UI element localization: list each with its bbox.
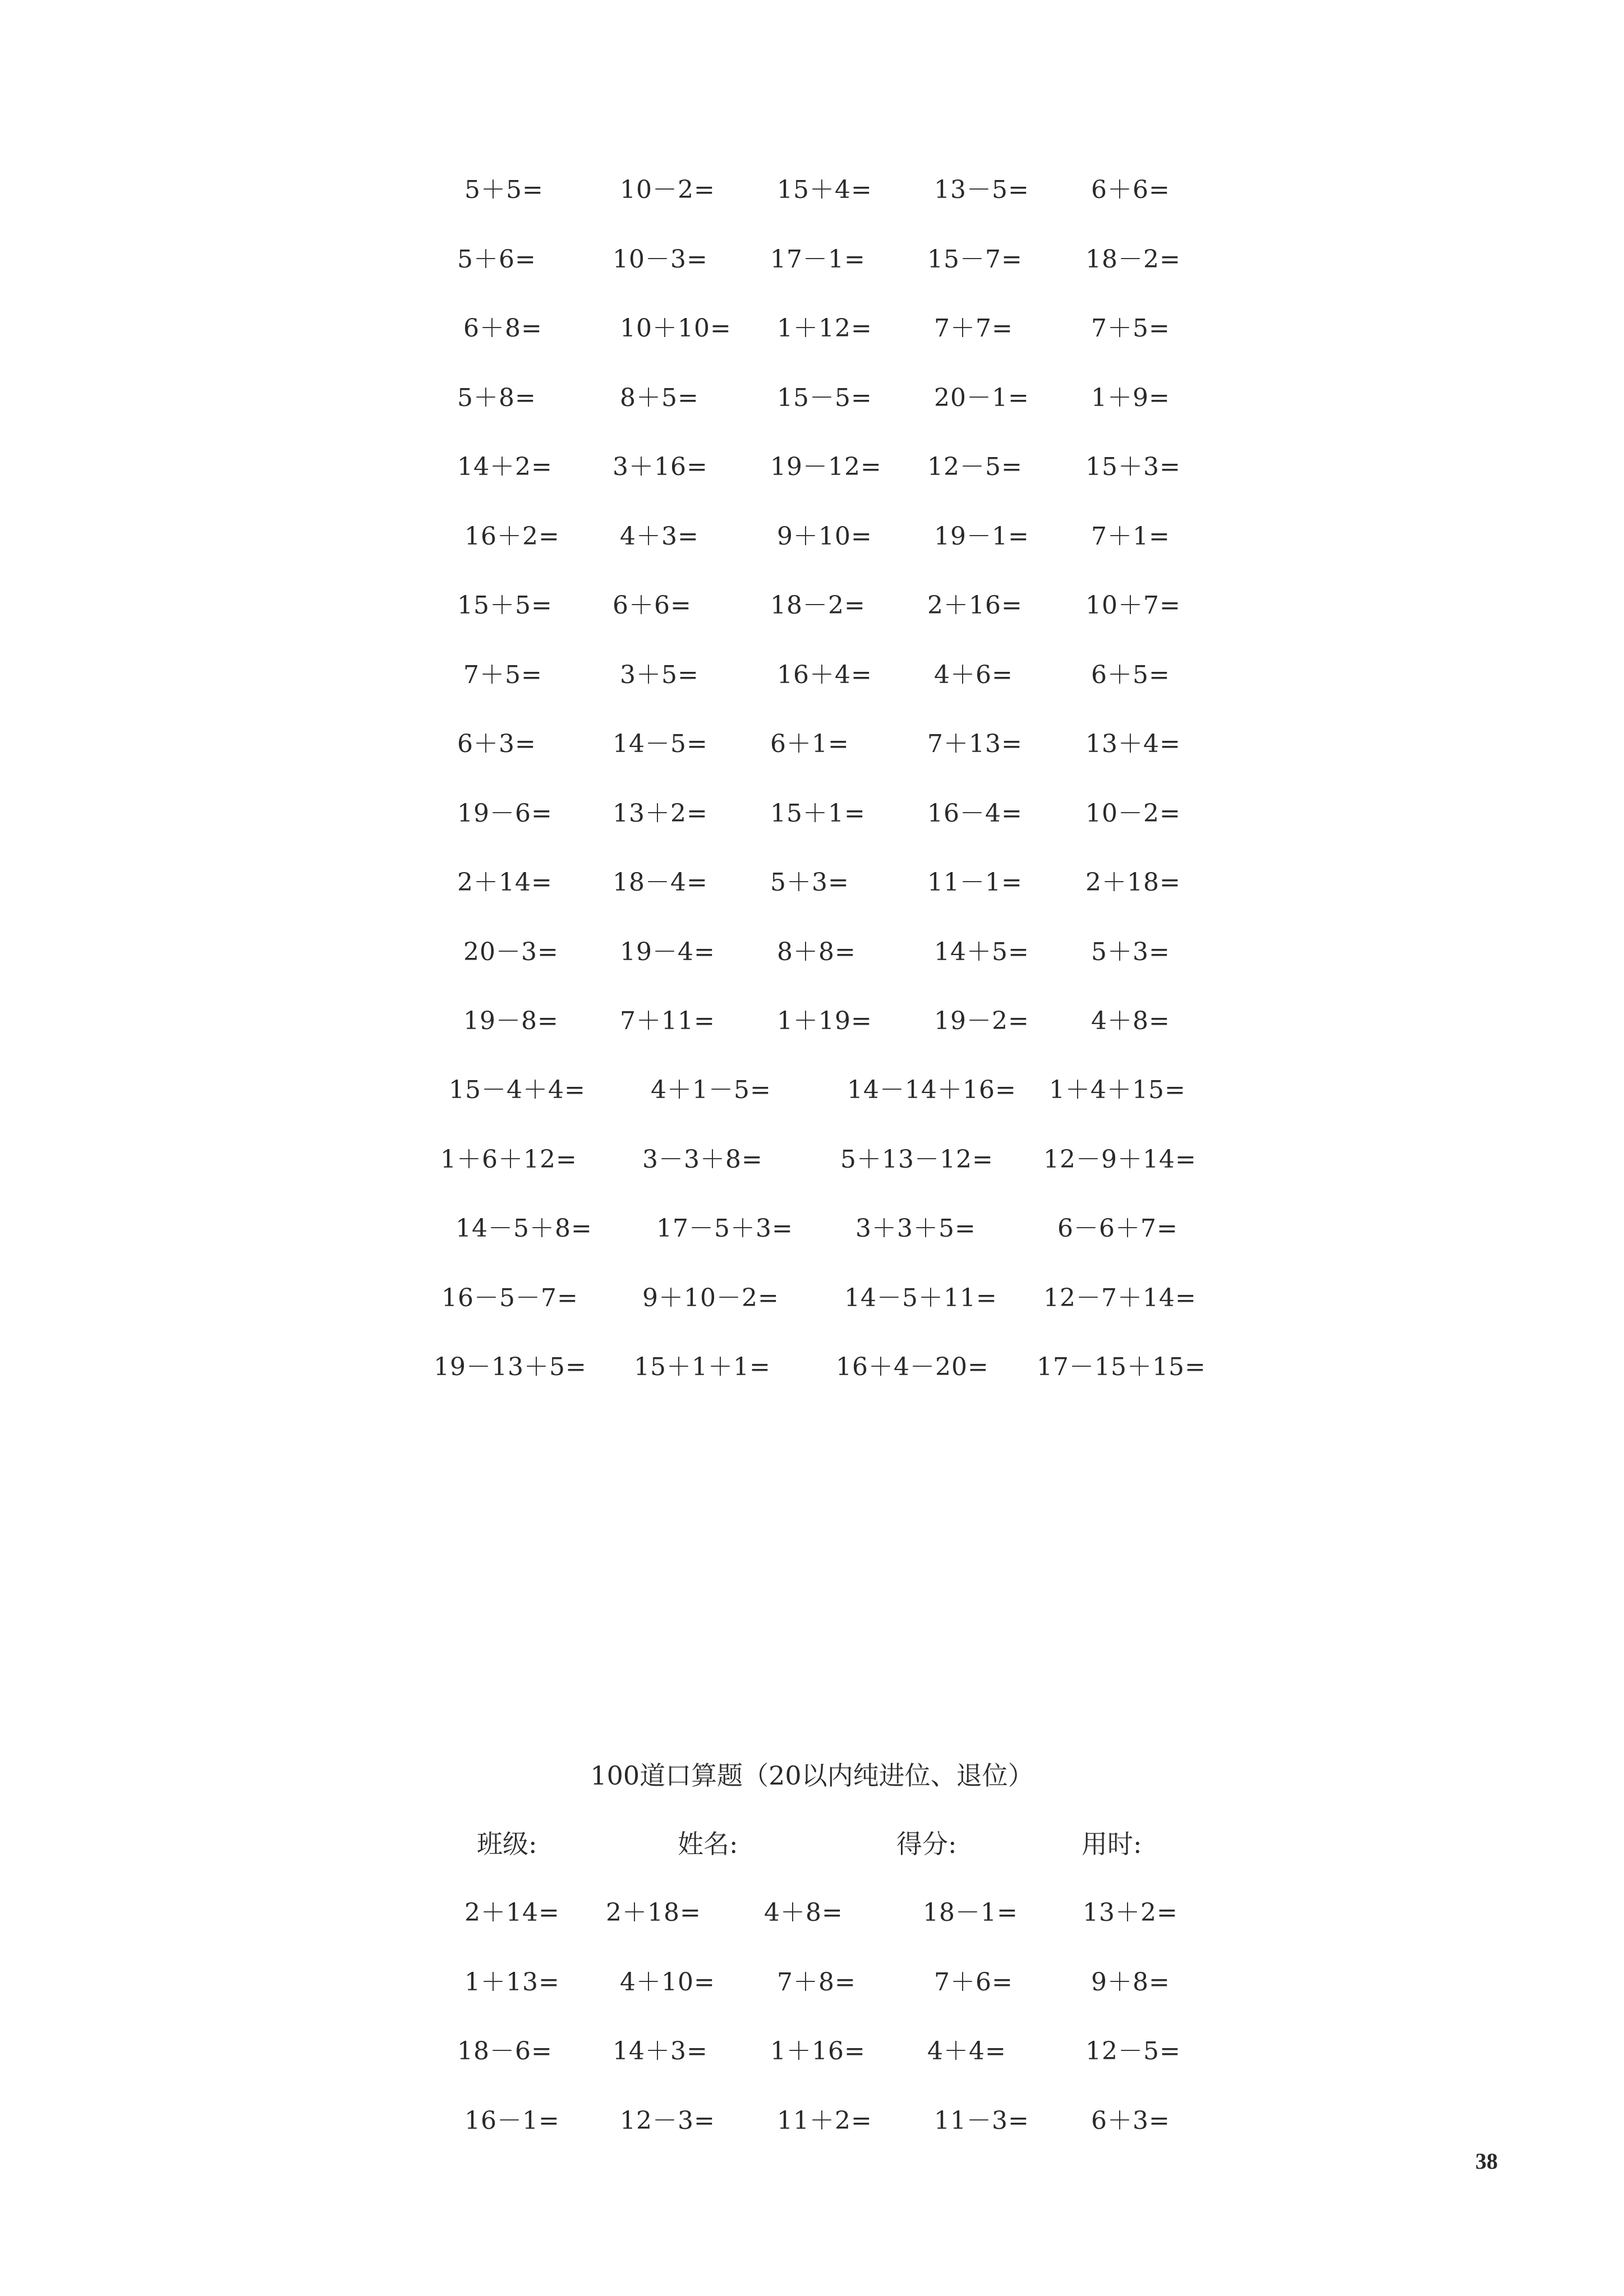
math-problem: 9＋10－2= [642, 1284, 779, 1312]
math-problem: 1＋13= [464, 1968, 560, 1997]
math-problem: 16－4= [927, 799, 1023, 828]
math-problem: 7＋11= [620, 1007, 715, 1035]
math-problem: 1＋6＋12= [440, 1145, 577, 1174]
math-problem: 19－6= [457, 799, 553, 828]
math-problem: 10－2= [620, 176, 715, 204]
math-problem: 2＋14= [457, 868, 553, 897]
math-problem: 18－2= [770, 591, 866, 620]
math-problem: 14－5＋8= [456, 1214, 592, 1243]
math-problem: 15－5= [777, 384, 872, 412]
math-problem: 8＋8= [777, 938, 856, 966]
math-problem: 7＋8= [777, 1968, 856, 1997]
math-problem: 5＋3= [770, 868, 849, 897]
math-problem: 4＋10= [620, 1968, 715, 1997]
math-problem: 3＋5= [620, 661, 699, 689]
math-problem: 16－1= [464, 2106, 560, 2135]
math-problem: 17－15＋15= [1037, 1353, 1206, 1381]
score-label: 得分: [896, 1829, 957, 1859]
math-problem: 7＋13= [927, 730, 1023, 758]
math-problem: 4＋8= [1091, 1007, 1170, 1035]
math-problem: 3＋3＋5= [855, 1214, 976, 1243]
math-problem: 8＋5= [620, 384, 699, 412]
math-problem: 9＋8= [1091, 1968, 1170, 1997]
math-problem: 16－5－7= [441, 1284, 578, 1312]
math-problem: 15＋1= [770, 799, 866, 828]
math-problem: 5＋13－12= [840, 1145, 993, 1174]
math-problem: 2＋18= [606, 1898, 701, 1927]
math-problem: 11－3= [934, 2106, 1029, 2135]
math-problem: 6＋5= [1091, 661, 1170, 689]
math-problem: 16＋2= [464, 522, 560, 551]
math-problem: 18－2= [1085, 245, 1181, 274]
math-problem: 1＋12= [777, 314, 872, 343]
math-problem: 13＋2= [613, 799, 708, 828]
math-problem: 14－5＋11= [844, 1284, 997, 1312]
name-label: 姓名: [678, 1829, 738, 1859]
math-problem: 10－3= [613, 245, 708, 274]
math-problem: 14－5= [613, 730, 708, 758]
math-problem: 2＋14= [464, 1898, 560, 1927]
math-problem: 19－12= [770, 453, 882, 481]
math-problem: 4＋3= [620, 522, 699, 551]
math-problem: 13＋2= [1083, 1898, 1178, 1927]
math-problem: 18－4= [613, 868, 708, 897]
math-problem: 19－4= [620, 938, 715, 966]
math-problem: 19－2= [934, 1007, 1029, 1035]
math-problem: 10＋7= [1085, 591, 1181, 620]
math-problem: 15＋4= [777, 176, 872, 204]
math-problem: 6＋3= [457, 730, 536, 758]
math-problem: 15－7= [927, 245, 1023, 274]
time-label: 用时: [1082, 1829, 1142, 1859]
math-problem: 17－5＋3= [656, 1214, 793, 1243]
math-problem: 1＋19= [777, 1007, 872, 1035]
page-number: 38 [1475, 2149, 1498, 2174]
math-problem: 3－3＋8= [642, 1145, 763, 1174]
math-problem: 9＋10= [777, 522, 872, 551]
math-problem: 7＋6= [934, 1968, 1013, 1997]
math-problem: 7＋5= [1091, 314, 1170, 343]
math-problem: 5＋3= [1091, 938, 1170, 966]
math-problem: 4＋1－5= [651, 1076, 771, 1104]
math-problem: 1＋4＋15= [1049, 1076, 1186, 1104]
math-problem: 1＋9= [1091, 384, 1170, 412]
math-problem: 12－5= [927, 453, 1023, 481]
math-problem: 6＋6= [613, 591, 692, 620]
math-problem: 18－6= [457, 2037, 553, 2066]
math-problem: 18－1= [923, 1898, 1018, 1927]
math-problem: 15＋1＋1= [634, 1353, 771, 1381]
math-problem: 14＋3= [613, 2037, 708, 2066]
math-problem: 20－3= [463, 938, 559, 966]
math-problem: 12－3= [620, 2106, 715, 2135]
math-problem: 14＋2= [457, 453, 553, 481]
math-problem: 13＋4= [1085, 730, 1181, 758]
math-problem: 1＋16= [770, 2037, 866, 2066]
math-problem: 16＋4= [777, 661, 872, 689]
math-problem: 11－1= [927, 868, 1023, 897]
math-problem: 7＋5= [463, 661, 542, 689]
math-problem: 14＋5= [934, 938, 1029, 966]
math-problem: 7＋1= [1091, 522, 1170, 551]
math-problem: 4＋4= [927, 2037, 1006, 2066]
math-problem: 12－7＋14= [1043, 1284, 1197, 1312]
math-problem: 2＋18= [1085, 868, 1181, 897]
math-problem: 6－6＋7= [1057, 1214, 1178, 1243]
math-problem: 3＋16= [613, 453, 708, 481]
math-problem: 19－8= [463, 1007, 559, 1035]
math-problem: 20－1= [934, 384, 1029, 412]
worksheet-title: 100道口算题（20以内纯进位、退位） [590, 1760, 1034, 1791]
math-problem: 6＋8= [463, 314, 542, 343]
math-problem: 7＋7= [934, 314, 1013, 343]
math-problem: 12－9＋14= [1043, 1145, 1197, 1174]
math-problem: 15＋3= [1085, 453, 1181, 481]
math-problem: 10＋10= [620, 314, 732, 343]
math-problem: 14－14＋16= [847, 1076, 1016, 1104]
math-problem: 2＋16= [927, 591, 1023, 620]
math-problem: 16＋4－20= [836, 1353, 989, 1381]
class-label: 班级: [477, 1829, 537, 1859]
math-problem: 4＋8= [764, 1898, 843, 1927]
math-problem: 5＋8= [457, 384, 536, 412]
math-problem: 15＋5= [457, 591, 553, 620]
math-problem: 13－5= [934, 176, 1029, 204]
math-problem: 5＋5= [464, 176, 544, 204]
math-problem: 5＋6= [457, 245, 536, 274]
math-problem: 4＋6= [934, 661, 1013, 689]
math-problem: 15－4＋4= [449, 1076, 586, 1104]
math-problem: 10－2= [1085, 799, 1181, 828]
math-problem: 6＋3= [1091, 2106, 1170, 2135]
math-problem: 6＋1= [770, 730, 849, 758]
math-problem: 6＋6= [1091, 176, 1170, 204]
math-problem: 12－5= [1085, 2037, 1181, 2066]
math-problem: 19－1= [934, 522, 1029, 551]
math-problem: 17－1= [770, 245, 866, 274]
math-problem: 19－13＋5= [434, 1353, 587, 1381]
math-problem: 11＋2= [777, 2106, 872, 2135]
